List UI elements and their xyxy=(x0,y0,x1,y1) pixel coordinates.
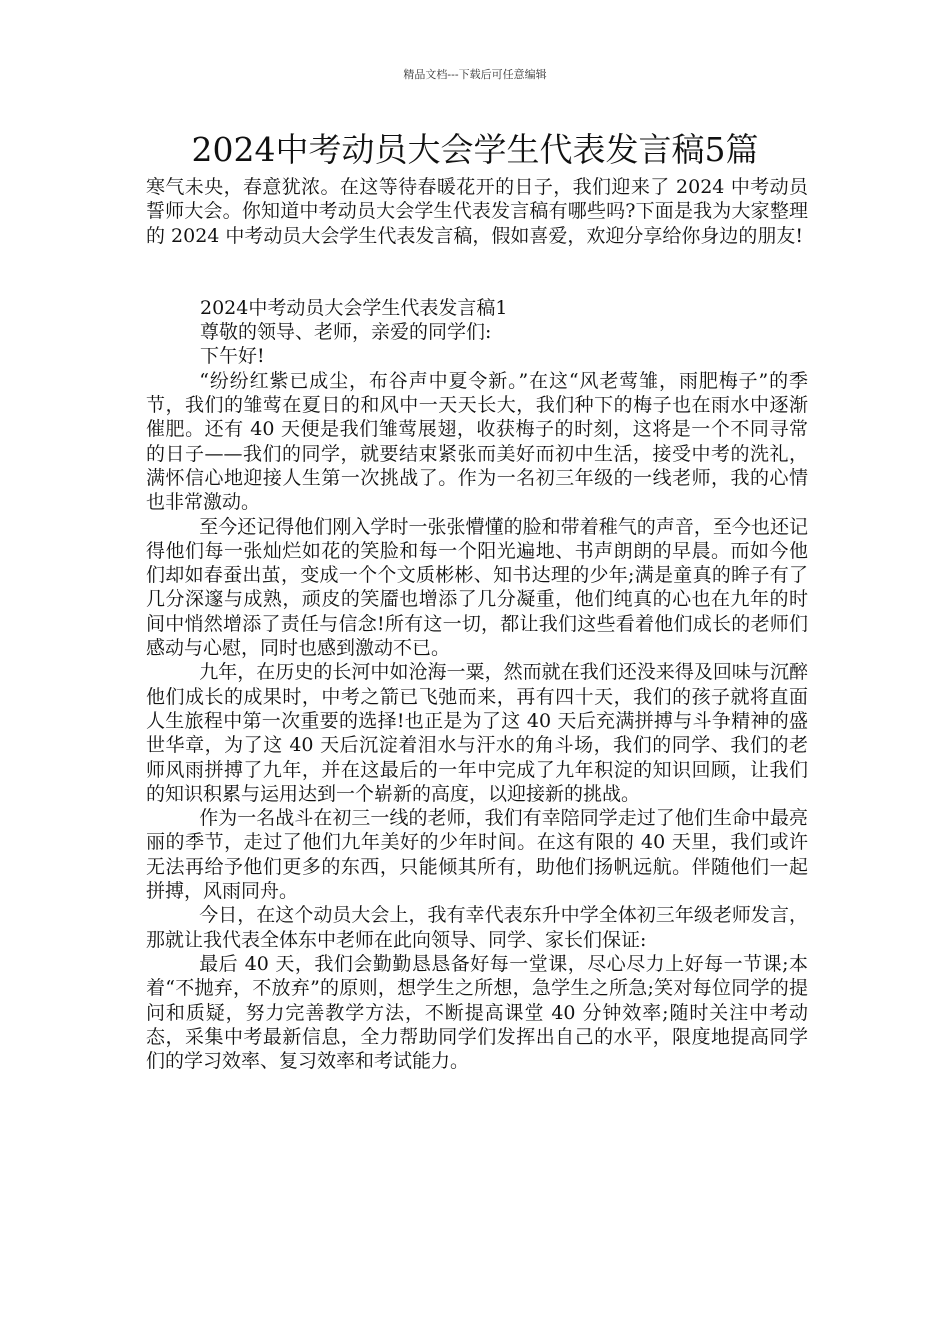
body-paragraph-2: 至今还记得他们刚入学时一张张懵懂的脸和带着稚气的声音，至今也还记得他们每一张灿烂如花的笑脸和每一个阳光遍地、书声朗朗的早晨。而如今他们却如春蚕出茧，变成一个个文质彬彬、知书达理的少年;满是童真的眸子有了几分深邃与成熟，顽皮的笑靥也增添了几分凝重，他们纯真的心也在九年的时间中悄然增添了责任与信念!所有这一切，都让我们这些看着他们成长的老师们感动与心慰，同时也感到激动不已。 xyxy=(146,515,808,660)
greeting: 下午好! xyxy=(200,345,265,368)
body-paragraph-4: 作为一名战斗在初三一线的老师，我们有幸陪同学走过了他们生命中最亮丽的季节，走过了他们九年美好的少年时间。在这有限的 40 天里，我们或许无法再给予他们更多的东西，只能倾其所有，助他们扬帆远航。伴随他们一起拼搏，风雨同舟。 xyxy=(146,807,808,903)
body-paragraph-3: 九年，在历史的长河中如沧海一粟，然而就在我们还没来得及回味与沉醉他们成长的成果时，中考之箭已飞弛而来，再有四十天，我们的孩子就将直面人生旅程中第一次重要的选择!也正是为了这 40 天后充满拼搏与斗争精神的盛世华章，为了这 40 天后沉淀着泪水与汗水的角斗场，我们的同学、我们的老师风雨拼搏了九年，并在这最后的一年中完成了九年积淀的知识回顾，让我们的知识积累与运用达到一个崭新的高度，以迎接新的挑战。 xyxy=(146,661,808,805)
document-body xyxy=(146,175,808,1073)
section-title: 2024中考动员大会学生代表发言稿1 xyxy=(200,296,508,319)
body-paragraph-5: 今日，在这个动员大会上，我有幸代表东升中学全体初三年级老师发言，那就让我代表全体东中老师在此向领导、同学、家长们保证: xyxy=(146,904,808,951)
salutation: 尊敬的领导、老师，亲爱的同学们: xyxy=(200,321,492,344)
header-note: 精品文档---下载后可任意编辑 xyxy=(403,68,547,81)
body-paragraph-6: 最后 40 天，我们会勤勤恳恳备好每一堂课，尽心尽力上好每一节课;本着“不抛弃，不放弃”的原则，想学生之所想，急学生之所急;笑对每位同学的提问和质疑，努力完善教学方法，不断提高课堂 40 分钟效率;随时关注中考动态，采集中考最新信息，全力帮助同学们发挥出自己的水平，限度地提高同学们的学习效率、复习效率和考试能力。 xyxy=(146,952,808,1073)
document-title: 2024中考动员大会学生代表发言稿5篇 xyxy=(191,130,759,169)
section-spacer xyxy=(146,248,808,296)
intro-paragraph: 寒气未央，春意犹浓。在这等待春暖花开的日子，我们迎来了 2024 中考动员誓师大会。你知道中考动员大会学生代表发言稿有哪些吗?下面是我为大家整理的 2024 中考动员大会学生代表发言稿，假如喜爱，欢迎分享给你身边的朋友! xyxy=(146,176,808,247)
body-paragraph-1: “纷纷红紫已成尘，布谷声中夏令新。”在这“风老莺雏，雨肥梅子”的季节，我们的雏莺在夏日的和风中一天天长大，我们种下的梅子也在雨水中逐渐催肥。还有 40 天便是我们雏莺展翅，收获梅子的时刻，这将是一个不同寻常的日子——我们的同学，就要结束紧张而美好而初中生活，接受中考的洗礼，满怀信心地迎接人生第一次挑战了。作为一名初三年级的一线老师，我的心情也非常激动。 xyxy=(146,369,808,514)
